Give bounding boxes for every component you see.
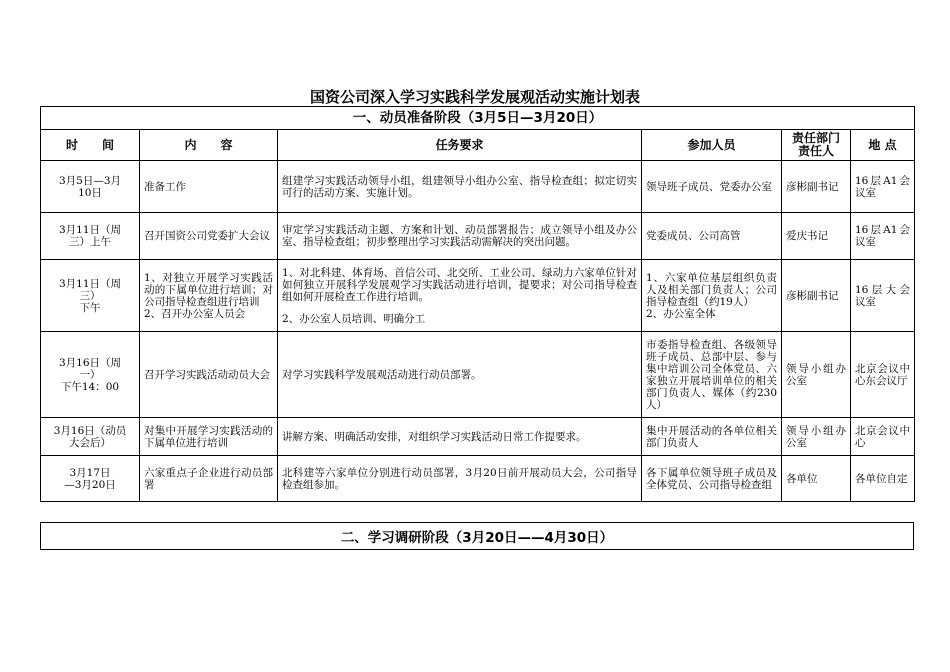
time-line: 10日 xyxy=(78,186,102,199)
header-dept xyxy=(782,130,851,161)
header-task: 任务要求 xyxy=(278,130,642,161)
header-participants: 参加人员 xyxy=(642,130,782,161)
row-time xyxy=(41,456,140,502)
table-header-row xyxy=(41,130,915,161)
row-time xyxy=(41,161,140,213)
row-location: 16层A1会议室 xyxy=(851,161,915,213)
row-task xyxy=(278,332,642,418)
row-location: 16层大会议室 xyxy=(851,260,915,332)
header-location: 地 点 xyxy=(851,130,915,161)
row-dept: 彦彬副书记 xyxy=(782,260,851,332)
row-content xyxy=(140,260,278,332)
row-task xyxy=(278,213,642,260)
task-line: 讲解方案、明确活动安排，对组织学习实践活动日常工作提要求。 xyxy=(282,430,587,443)
table-row xyxy=(41,418,915,456)
row-participants xyxy=(642,332,782,418)
row-participants xyxy=(642,213,782,260)
task-line: 2、办公室人员培训、明确分工 xyxy=(282,312,426,325)
table-row xyxy=(41,332,915,418)
content-line: 召开学习实践活动动员大会 xyxy=(144,368,270,381)
document-title: 国资公司深入学习实践科学发展观活动实施计划表 xyxy=(309,88,640,106)
row-dept: 领导小组办公室 xyxy=(782,332,851,418)
participants-line: 1、六家单位基层组织负责人及相关部门负责人；公司指导检查组（约19人） xyxy=(646,271,777,308)
row-task xyxy=(278,161,642,213)
row-time xyxy=(41,260,140,332)
row-task xyxy=(278,456,642,502)
row-dept: 彦彬副书记 xyxy=(782,161,851,213)
row-content xyxy=(140,213,278,260)
row-content xyxy=(140,418,278,456)
content-line: 六家重点子企业进行动员部署 xyxy=(144,466,273,491)
content-line: 对集中开展学习实践活动的下属单位进行培训 xyxy=(144,424,273,449)
row-time xyxy=(41,332,140,418)
participants-line: 市委指导检查组、各级领导班子成员、总部中层、参与集中培训公司全体党员、六家独立开展培训单位的相关部门负责人、媒体（约230人） xyxy=(646,338,777,411)
row-location: 各单位自定 xyxy=(851,456,915,502)
participants-line: 领导班子成员、党委办公室 xyxy=(646,180,772,193)
phase2-table xyxy=(40,522,914,550)
phase1-table xyxy=(40,106,915,502)
time-line: 下午 xyxy=(79,301,101,314)
phase2-title: 二、学习调研阶段（3月20日——4月30日） xyxy=(41,523,914,550)
participants-line: 2、办公室全体 xyxy=(646,307,716,320)
row-participants xyxy=(642,161,782,213)
row-dept: 各单位 xyxy=(782,456,851,502)
header-content: 内 容 xyxy=(140,130,278,161)
content-line: 准备工作 xyxy=(144,180,186,193)
phase1-title: 一、动员准备阶段（3月5日—3月20日） xyxy=(41,107,915,130)
participants-line: 各下属单位领导班子成员及全体党员、公司指导检查组 xyxy=(646,466,777,491)
task-line: 北科建等六家单位分别进行动员部署，3月20日前开展动员大会，公司指导检查组参加。 xyxy=(282,466,637,491)
task-line: 组建学习实践活动领导小组，组建领导小组办公室、指导检查组；拟定切实可行的活动方案、实施计划。 xyxy=(282,174,637,199)
row-participants xyxy=(642,418,782,456)
time-line: 3月11日（周 xyxy=(58,277,122,290)
participants-line: 党委成员、公司高管 xyxy=(646,230,741,242)
task-line: 对学习实践科学发展观活动进行动员部署。 xyxy=(282,368,482,381)
row-time xyxy=(41,213,140,260)
row-dept: 爱庆书记 xyxy=(782,213,851,260)
header-dept-line1: 责任部门 xyxy=(791,131,840,145)
row-content xyxy=(140,332,278,418)
row-content xyxy=(140,456,278,502)
time-line: 3月16日（动员 xyxy=(53,424,127,437)
time-line: —3月20日 xyxy=(64,478,116,491)
row-content xyxy=(140,161,278,213)
time-line: 三） xyxy=(79,289,101,302)
time-line: 一） xyxy=(79,368,101,381)
task-line: 1、对北科建、体育场、首信公司、北交所、工业公司、绿动力六家单位针对如何独立开展科学发展观学习实践活动进行培训，提要求；对公司指导检查组如何开展检查工作进行培训。 xyxy=(282,266,637,303)
content-line: 召开国资公司党委扩大会议 xyxy=(144,230,270,242)
content-line: 2、召开办公室人员会 xyxy=(144,307,246,320)
table-row xyxy=(41,213,915,260)
table-row xyxy=(41,260,915,332)
row-dept: 领导小组办公室 xyxy=(782,418,851,456)
row-participants xyxy=(642,260,782,332)
time-line: 三）上午 xyxy=(69,236,111,248)
task-line: 审定学习实践活动主题、方案和计划、动员部署报告；成立领导小组及办公室、指导检查组；初步整理出学习实践活动需解决的突出问题。 xyxy=(282,224,637,248)
row-location: 北京会议中心 xyxy=(851,418,915,456)
time-line: 3月17日 xyxy=(69,466,111,479)
time-line: 3月5日—3月 xyxy=(58,174,122,187)
table-row xyxy=(41,161,915,213)
row-location: 北京会议中心东会议厅 xyxy=(851,332,915,418)
table-row xyxy=(41,456,915,502)
time-line: 3月16日（周 xyxy=(58,356,122,369)
participants-line: 集中开展活动的各单位相关部门负责人 xyxy=(646,424,777,449)
content-line: 1、对独立开展学习实践活动的下属单位进行培训；对公司指导检查组进行培训 xyxy=(144,271,273,308)
time-line: 下午14：00 xyxy=(60,380,120,393)
row-participants xyxy=(642,456,782,502)
row-task xyxy=(278,418,642,456)
row-task xyxy=(278,260,642,332)
time-line: 大会后） xyxy=(69,436,111,449)
row-time xyxy=(41,418,140,456)
row-location: 16层A1会议室 xyxy=(851,213,915,260)
header-time: 时 间 xyxy=(41,130,140,161)
header-dept-line2: 责任人 xyxy=(797,144,834,158)
time-line: 3月11日（周 xyxy=(58,224,122,236)
